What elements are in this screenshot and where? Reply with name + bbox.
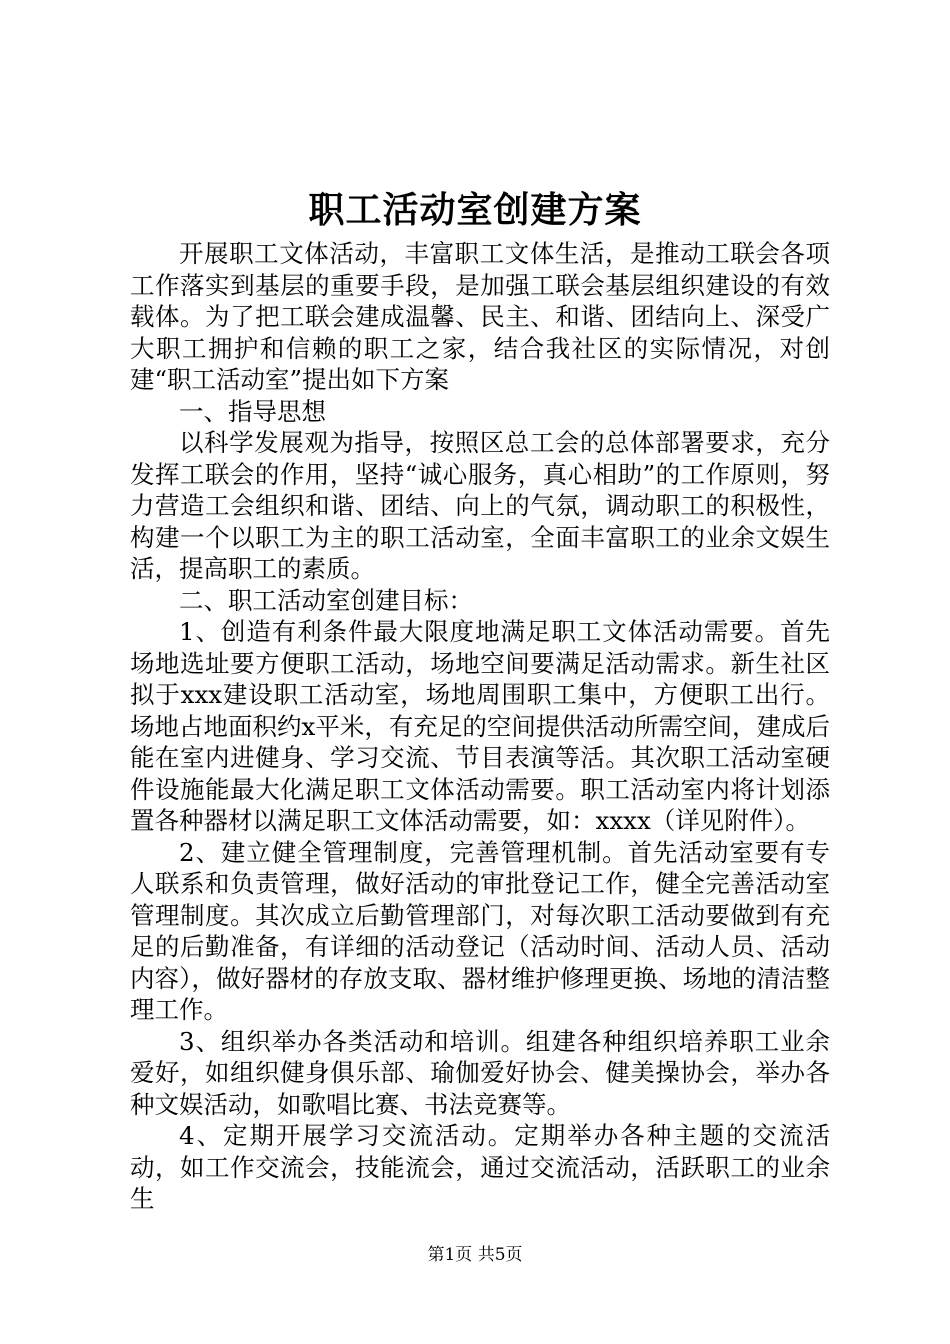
goal-item-1: 1、创造有利条件最大限度地满足职工文体活动需要。首先场地选址要方便职工活动，场地空间要满足活动需求。新生社区拟于xxx建设职工活动室，场地周围职工集中，方便职工出行。场地占地面积约x平米，有充足的空间提供活动所需空间，建成后能在室内进健身、学习交流、节目表演等活。其次职工活动室硬件设施能最大化满足职工文体活动需要。职工活动室内将计划添置各种器材以满足职工文体活动需要，如：xxxx（详见附件）。 bbox=[130, 617, 830, 835]
goal-item-3: 3、组织举办各类活动和培训。组建各种组织培养职工业余爱好，如组织健身俱乐部、瑜伽爱好协会、健美操协会，举办各种文娱活动，如歌唱比赛、书法竞赛等。 bbox=[130, 1026, 830, 1119]
goal-item-4: 4、定期开展学习交流活动。定期举办各种主题的交流活动，如工作交流会，技能流会，通过交流活动，活跃职工的业余生 bbox=[130, 1121, 830, 1213]
document-title: 职工活动室创建方案 bbox=[308, 189, 642, 231]
page-number: 第1页 共5页 bbox=[427, 1245, 523, 1265]
intro-paragraph: 开展职工文体活动，丰富职工文体生活，是推动工联会各项工作落实到基层的重要手段，是加强工联会基层组织建设的有效载体。为了把工联会建成温馨、民主、和谐、团结向上、深受广大职工拥护和信赖的职工之家，结合我社区的实际情况，对创建“职工活动室”提出如下方案 bbox=[130, 239, 830, 394]
goal-item-2: 2、建立健全管理制度，完善管理机制。首先活动室要有专人联系和负责管理，做好活动的审批登记工作，健全完善活动室管理制度。其次成立后勤管理部门，对每次职工活动要做到有充足的后勤准备，有详细的活动登记（活动时间、活动人员、活动内容），做好器材的存放支取、器材维护修理更换、场地的清洁整理工作。 bbox=[130, 837, 830, 1024]
section-heading-guiding-ideology: 一、指导思想 bbox=[179, 396, 326, 426]
guiding-ideology-paragraph: 以科学发展观为指导，按照区总工会的总体部署要求，充分发挥工联会的作用，坚持“诚心服务，真心相助”的工作原则，努力营造工会组织和谐、团结、向上的气氛，调动职工的积极性，构建一个以职工为主的职工活动室，全面丰富职工的业余文娱生活，提高职工的素质。 bbox=[130, 428, 830, 583]
document-body bbox=[130, 238, 830, 1215]
section-heading-goals: 二、职工活动室创建目标： bbox=[179, 585, 473, 615]
